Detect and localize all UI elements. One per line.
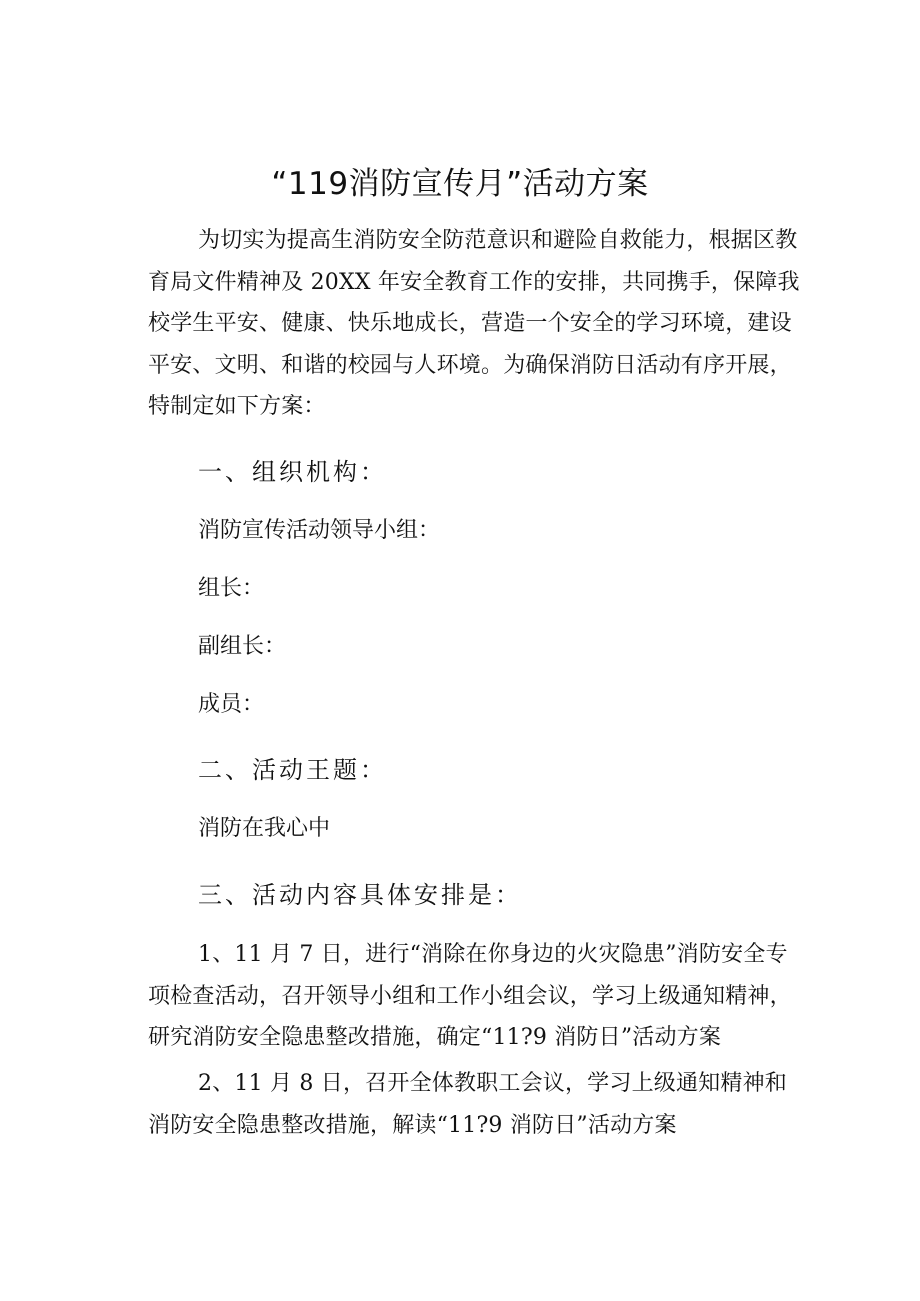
document-title: “119消防宣传月”活动方案 bbox=[271, 166, 649, 202]
organization-item-leader: 组长： bbox=[198, 576, 265, 601]
organization-item-deputy-leader: 副组长： bbox=[198, 634, 287, 659]
section-heading-schedule: 三、活动内容具体安排是： bbox=[198, 881, 522, 909]
section-heading-organization: 一、组织机构： bbox=[198, 458, 387, 486]
schedule-paragraph-2 bbox=[148, 1063, 834, 1146]
schedule-line: 研究消防安全隐患整改措施，确定“11?9 消防日”活动方案 bbox=[148, 1025, 722, 1050]
section-heading-theme: 二、活动王题： bbox=[198, 756, 387, 784]
intro-line: 平安、文明、和谐的校园与人环境。为确保消防日活动有序开展， bbox=[148, 352, 792, 378]
intro-line: 校学生平安、健康、快乐地成长，营造一个安全的学习环境，建设 bbox=[148, 311, 792, 336]
intro-line: 特制定如下方案： bbox=[148, 394, 326, 419]
organization-item-leadership-group: 消防宣传活动领导小组： bbox=[198, 518, 441, 543]
schedule-line: 消防安全隐患整改措施，解读“11?9 消防日”活动方案 bbox=[148, 1112, 677, 1138]
intro-line: 育局文件精神及 20XX 年安全教育工作的安排，共同携手，保障我 bbox=[148, 269, 800, 295]
intro-line: 为切实为提高生消防安全防范意识和避险自救能力，根据区教 bbox=[198, 228, 798, 253]
schedule-line: 1、11 月 7 日，进行“消除在你身边的火灾隐患”消防安全专 bbox=[198, 942, 788, 967]
activity-theme: 消防在我心中 bbox=[198, 816, 331, 841]
schedule-line: 2、11 月 8 日，召开全体教职工会议，学习上级通知精神和 bbox=[198, 1071, 787, 1096]
schedule-paragraph-1 bbox=[148, 934, 834, 1059]
schedule-line: 项检查活动，召开领导小组和工作小组会议，学习上级通知精神， bbox=[148, 983, 792, 1009]
organization-item-members: 成员： bbox=[198, 692, 265, 717]
intro-paragraph bbox=[148, 220, 834, 428]
